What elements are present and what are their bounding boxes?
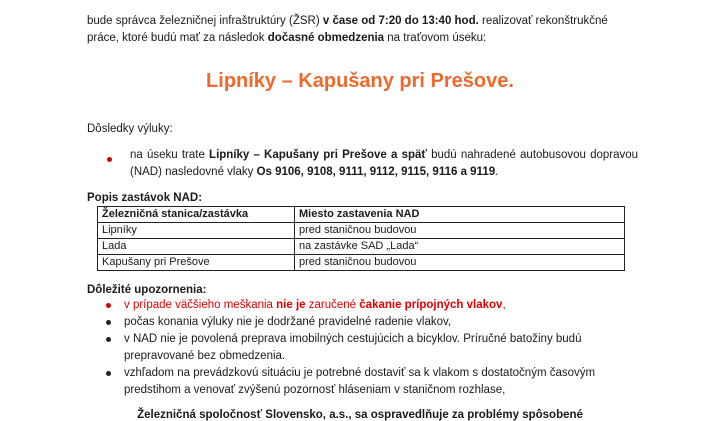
place-cell: pred staničnou budovou xyxy=(295,255,625,271)
station-cell: Lipníky xyxy=(98,223,295,239)
table-row xyxy=(98,223,625,239)
warning-text: , xyxy=(502,299,506,311)
stops-table xyxy=(97,206,625,271)
intro-text: na traťovom úseku: xyxy=(387,32,487,44)
route-bold: Lipníky – Kapušany pri Prešove a späť xyxy=(209,149,427,161)
bullet-icon xyxy=(106,337,111,342)
intro-line-2 xyxy=(87,30,637,47)
warning-text: v prípade väčšieho meškania xyxy=(124,299,273,311)
warning-bold: čakanie prípojných vlakov xyxy=(359,299,503,311)
restriction-label: dočasné obmedzenia xyxy=(267,32,385,44)
station-cell: Kapušany pri Prešove xyxy=(98,255,295,271)
warnings-heading: Dôležité upozornenia: xyxy=(87,284,207,296)
table-row xyxy=(98,255,625,271)
footer-text: Železničná spoločnosť Slovensko, a.s., sa ospravedlňuje za problémy spôsobené xyxy=(137,409,583,421)
stops-heading: Popis zastávok NAD: xyxy=(87,192,203,204)
train-numbers: Os 9106, 9108, 9111, 9112, 9115, 9116 a 9119 xyxy=(256,166,496,178)
warning-text: vzhľadom na prevádzkovú situáciu je potrebné dostaviť sa k vlakom s dostatočným časovým predstihom a venovať zvýšenú pozornosť hláseniam v staničnom rozhlase, xyxy=(124,367,596,396)
warning-item xyxy=(104,297,644,314)
consequences-heading: Dôsledky výluky: xyxy=(87,123,173,135)
bullet-icon xyxy=(106,320,111,325)
warning-item xyxy=(104,314,644,331)
table-header-row xyxy=(98,207,625,223)
warning-item xyxy=(104,331,644,365)
intro-text: bude správca železničnej infraštruktúry (ŽSR) xyxy=(87,15,320,27)
bullet-text: budú nahradené autobusovou dopravou (NAD) nasledovné vlaky xyxy=(130,149,639,178)
warnings-list xyxy=(104,297,644,399)
warning-bold: nie je xyxy=(276,299,306,311)
table-row xyxy=(98,239,625,255)
bullet-red-icon xyxy=(107,157,112,162)
closure-time: v čase od 7:20 do 13:40 hod. xyxy=(322,15,479,27)
warning-item xyxy=(104,365,644,399)
intro-text: realizovať rekonštrukčné xyxy=(482,15,608,27)
intro-line-1 xyxy=(87,13,637,30)
intro-paragraph xyxy=(87,13,637,47)
warning-text: v NAD nie je povolená preprava imobilných cestujúcich a bicyklov. Príručné batožiny budú prepravované bez obmedzenia. xyxy=(124,333,582,362)
bullet-red-icon xyxy=(106,303,111,308)
intro-text: práce, ktoré budú mať za následok xyxy=(87,32,265,44)
route-title: Lipníky – Kapušany pri Prešove. xyxy=(206,70,514,92)
place-cell: pred staničnou budovou xyxy=(295,223,625,239)
bullet-end: . xyxy=(495,166,499,178)
station-cell: Lada xyxy=(98,239,295,255)
header-place: Miesto zastavenia NAD xyxy=(295,207,625,223)
bullet-text: na úseku trate xyxy=(130,149,205,161)
warning-text: zaručené xyxy=(308,299,357,311)
bullet-icon xyxy=(106,371,111,376)
replacement-bullet xyxy=(130,147,638,181)
warning-text: počas konania výluky nie je dodržané pravidelné radenie vlakov, xyxy=(124,316,452,328)
header-station: Železničná stanica/zastávka xyxy=(98,207,295,223)
place-cell: na zastávke SAD „Lada“ xyxy=(295,239,625,255)
